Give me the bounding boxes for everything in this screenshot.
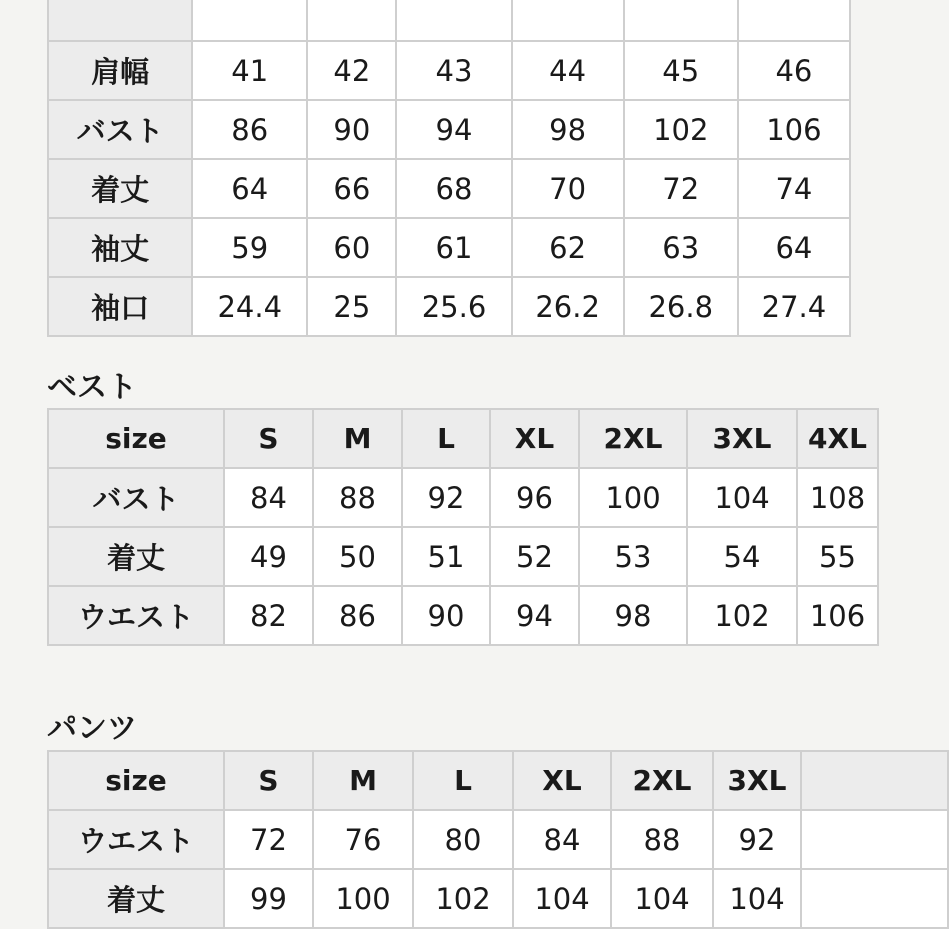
table-cell [396, 0, 511, 41]
size-header: XL [513, 751, 611, 810]
table-cell: 51 [402, 527, 490, 586]
table-cell: 72 [224, 810, 313, 869]
size-header: L [402, 409, 490, 468]
size-header: S [224, 409, 313, 468]
row-label: 着丈 [48, 869, 224, 928]
table-cell: 100 [579, 468, 687, 527]
size-header: XL [490, 409, 579, 468]
table-cell: 55 [797, 527, 878, 586]
row-label: 袖口 [48, 277, 192, 336]
table-header-row [48, 751, 948, 810]
table-cell: 88 [611, 810, 713, 869]
table-cell [307, 0, 396, 41]
table-cell: 99 [224, 869, 313, 928]
table-cell: 76 [313, 810, 413, 869]
table-cell: 49 [224, 527, 313, 586]
table-cell: 68 [396, 159, 511, 218]
size-header: M [313, 409, 402, 468]
table-cell: 86 [192, 100, 307, 159]
table-cell: 53 [579, 527, 687, 586]
table-cell: 94 [490, 586, 579, 645]
table-cell [192, 0, 307, 41]
table-cell: 54 [687, 527, 797, 586]
table-cell: 27.4 [738, 277, 850, 336]
table-row [48, 159, 850, 218]
table-cell: 60 [307, 218, 396, 277]
table-cell: 26.2 [512, 277, 624, 336]
table-row [48, 218, 850, 277]
table-cell [512, 0, 624, 41]
row-label: ウエスト [48, 810, 224, 869]
vest-size-table [47, 408, 879, 646]
row-label: 肩幅 [48, 41, 192, 100]
table-cell: 44 [512, 41, 624, 100]
size-header: 3XL [713, 751, 801, 810]
table-cell: 63 [624, 218, 738, 277]
table-cell: 80 [413, 810, 513, 869]
size-header-label: size [48, 409, 224, 468]
row-label: ウエスト [48, 586, 224, 645]
table-cell [801, 810, 948, 869]
table-cell: 26.8 [624, 277, 738, 336]
table-cell: 104 [513, 869, 611, 928]
size-header: 4XL [797, 409, 878, 468]
table-cell: 98 [512, 100, 624, 159]
size-header: L [413, 751, 513, 810]
table-cell: 45 [624, 41, 738, 100]
table-cell: 102 [624, 100, 738, 159]
table-cell: 74 [738, 159, 850, 218]
table-cell [738, 0, 850, 41]
table-cell: 43 [396, 41, 511, 100]
table-cell: 50 [313, 527, 402, 586]
row-label: バスト [48, 100, 192, 159]
table-cell: 42 [307, 41, 396, 100]
pants-section-title: パンツ [47, 711, 137, 746]
table-cell: 106 [797, 586, 878, 645]
table-row [48, 0, 850, 41]
size-header: M [313, 751, 413, 810]
table-cell: 82 [224, 586, 313, 645]
table-cell: 86 [313, 586, 402, 645]
jacket-size-table [47, 0, 851, 337]
vest-section-title: ベスト [47, 370, 137, 405]
size-header-label: size [48, 751, 224, 810]
table-row [48, 100, 850, 159]
table-row [48, 41, 850, 100]
table-row [48, 277, 850, 336]
table-row [48, 810, 948, 869]
table-row [48, 586, 878, 645]
size-header: S [224, 751, 313, 810]
table-cell: 106 [738, 100, 850, 159]
table-cell: 52 [490, 527, 579, 586]
size-header: 2XL [579, 409, 687, 468]
table-cell: 61 [396, 218, 511, 277]
table-cell: 41 [192, 41, 307, 100]
table-cell: 90 [402, 586, 490, 645]
row-label: 着丈 [48, 159, 192, 218]
table-cell: 108 [797, 468, 878, 527]
table-cell: 88 [313, 468, 402, 527]
size-header: 2XL [611, 751, 713, 810]
table-header-row [48, 409, 878, 468]
table-cell: 62 [512, 218, 624, 277]
table-cell: 92 [402, 468, 490, 527]
table-cell: 66 [307, 159, 396, 218]
table-cell: 24.4 [192, 277, 307, 336]
row-label [48, 0, 192, 41]
table-cell: 25.6 [396, 277, 511, 336]
table-cell: 96 [490, 468, 579, 527]
table-cell [624, 0, 738, 41]
table-cell: 104 [713, 869, 801, 928]
table-cell: 25 [307, 277, 396, 336]
table-cell: 102 [687, 586, 797, 645]
row-label: バスト [48, 468, 224, 527]
table-cell: 59 [192, 218, 307, 277]
table-cell: 94 [396, 100, 511, 159]
table-cell: 102 [413, 869, 513, 928]
row-label: 着丈 [48, 527, 224, 586]
table-row [48, 869, 948, 928]
table-cell: 84 [224, 468, 313, 527]
table-cell: 64 [738, 218, 850, 277]
table-cell: 84 [513, 810, 611, 869]
row-label: 袖丈 [48, 218, 192, 277]
table-cell: 100 [313, 869, 413, 928]
table-cell: 104 [611, 869, 713, 928]
size-header: 3XL [687, 409, 797, 468]
table-cell: 92 [713, 810, 801, 869]
table-cell: 72 [624, 159, 738, 218]
pants-size-table [47, 750, 949, 929]
table-row [48, 527, 878, 586]
table-row [48, 468, 878, 527]
size-header [801, 751, 948, 810]
table-cell: 104 [687, 468, 797, 527]
table-cell: 64 [192, 159, 307, 218]
table-cell: 46 [738, 41, 850, 100]
table-cell: 98 [579, 586, 687, 645]
table-cell: 70 [512, 159, 624, 218]
table-cell: 90 [307, 100, 396, 159]
table-cell [801, 869, 948, 928]
